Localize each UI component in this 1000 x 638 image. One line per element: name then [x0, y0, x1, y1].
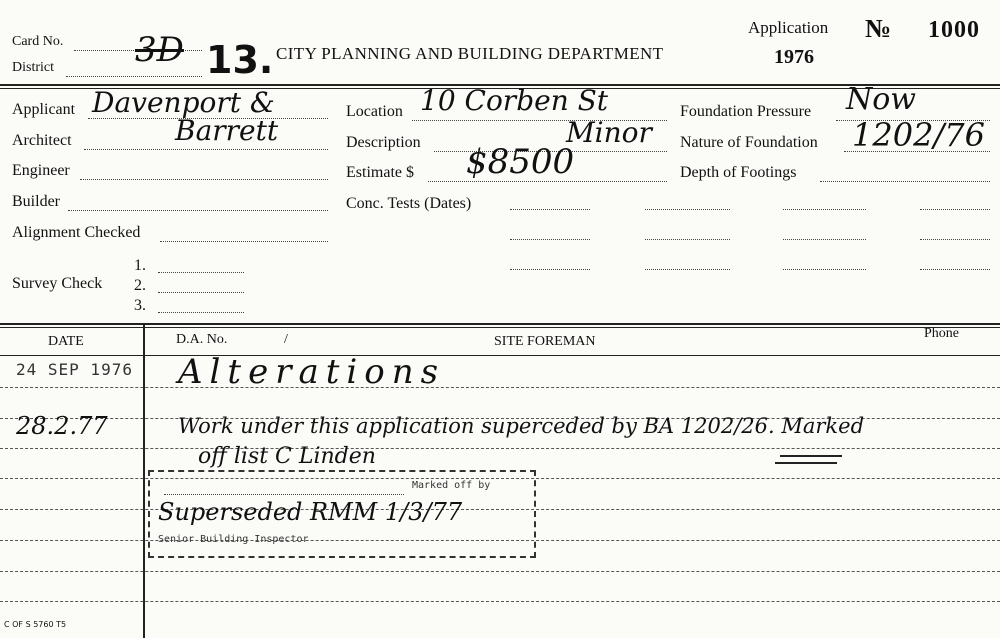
description-label: Description: [346, 134, 421, 151]
depth-line: [820, 181, 990, 182]
foreman-header: SITE FOREMAN: [494, 334, 596, 349]
log-line-3: [0, 448, 1000, 449]
entry-2-text-cont: off list C Linden: [198, 444, 376, 469]
entry-1-text: Alterations: [178, 352, 446, 392]
survey-label: Survey Check: [12, 275, 103, 292]
alignment-line: [160, 241, 328, 242]
application-year: 1976: [774, 46, 814, 68]
conc-line-1d: [920, 209, 990, 210]
stamp-top-text: Marked off by: [412, 480, 491, 491]
superseded-stamp: [148, 470, 536, 558]
number-sign: №: [865, 14, 892, 43]
da-header: D.A. No.: [176, 332, 228, 347]
engineer-line: [80, 179, 328, 180]
phone-header: Phone: [924, 326, 959, 341]
survey-item-2: 2.: [134, 277, 146, 294]
nature-label: Nature of Foundation: [680, 134, 818, 151]
conc-tests-label: Conc. Tests (Dates): [346, 195, 472, 212]
entry-2-underline-2: [775, 462, 837, 464]
district-line: [66, 76, 202, 77]
survey-line-2: [158, 292, 244, 293]
date-header: DATE: [48, 334, 84, 349]
foundation-pressure-label: Foundation Pressure: [680, 103, 812, 120]
survey-line-1: [158, 272, 244, 273]
log-top-rule-thin: [0, 327, 1000, 328]
entry-1-date: 24 SEP 1976: [16, 360, 133, 379]
conc-line-1b: [645, 209, 730, 210]
entry-2-text: Work under this application superceded by BA 1202/26. Marked: [178, 414, 865, 438]
conc-line-2b: [645, 239, 730, 240]
survey-item-3: 3.: [134, 297, 146, 314]
architect-line: [84, 149, 328, 150]
entry-2-underline-1: [780, 455, 842, 457]
log-line-1: [0, 387, 1000, 388]
conc-line-3a: [510, 269, 590, 270]
applicant-label: Applicant: [12, 101, 76, 118]
estimate-label: Estimate $: [346, 164, 414, 181]
conc-line-3b: [645, 269, 730, 270]
stamp-top-line: [164, 494, 404, 495]
form-code: C OF S 5760 T5: [4, 620, 67, 629]
log-top-rule: [0, 323, 1000, 325]
builder-line: [68, 210, 328, 211]
architect-label: Architect: [12, 132, 72, 149]
log-header-rule: [0, 355, 1000, 356]
log-line-8: [0, 601, 1000, 602]
architect-value: Barrett: [175, 114, 279, 147]
conc-line-1c: [783, 209, 866, 210]
foundation-pressure-value: Now: [846, 82, 916, 117]
district-value: 13.: [206, 38, 274, 82]
conc-line-2a: [510, 239, 590, 240]
stamp-handwritten: Superseded RMM 1/3/77: [158, 498, 463, 526]
survey-item-1: 1.: [134, 257, 146, 274]
alignment-label: Alignment Checked: [12, 224, 141, 241]
conc-line-2d: [920, 239, 990, 240]
conc-line-3c: [783, 269, 866, 270]
log-line-7: [0, 571, 1000, 572]
applicant-value: Davenport &: [92, 86, 275, 119]
nature-value: 1202/76: [852, 116, 985, 154]
description-value: Minor: [566, 116, 652, 149]
department-title: CITY PLANNING AND BUILDING DEPARTMENT: [276, 44, 664, 63]
district-label: District: [12, 60, 54, 75]
conc-line-2c: [783, 239, 866, 240]
conc-line-1a: [510, 209, 590, 210]
application-number: 1000: [928, 17, 980, 43]
date-column-rule: [143, 323, 145, 638]
card-no-label: Card No.: [12, 34, 64, 49]
stamp-bottom-text: Senior Building Inspector: [158, 534, 309, 545]
conc-line-3d: [920, 269, 990, 270]
estimate-value: $8500: [466, 142, 575, 182]
card-no-value: 3D: [135, 30, 184, 70]
application-label: Application: [748, 18, 829, 37]
engineer-label: Engineer: [12, 162, 70, 179]
location-label: Location: [346, 103, 403, 120]
builder-label: Builder: [12, 193, 60, 210]
da-slash: /: [284, 332, 288, 347]
depth-label: Depth of Footings: [680, 164, 797, 181]
location-value: 10 Corben St: [420, 84, 609, 117]
survey-line-3: [158, 312, 244, 313]
entry-2-date: 28.2.77: [16, 412, 108, 440]
